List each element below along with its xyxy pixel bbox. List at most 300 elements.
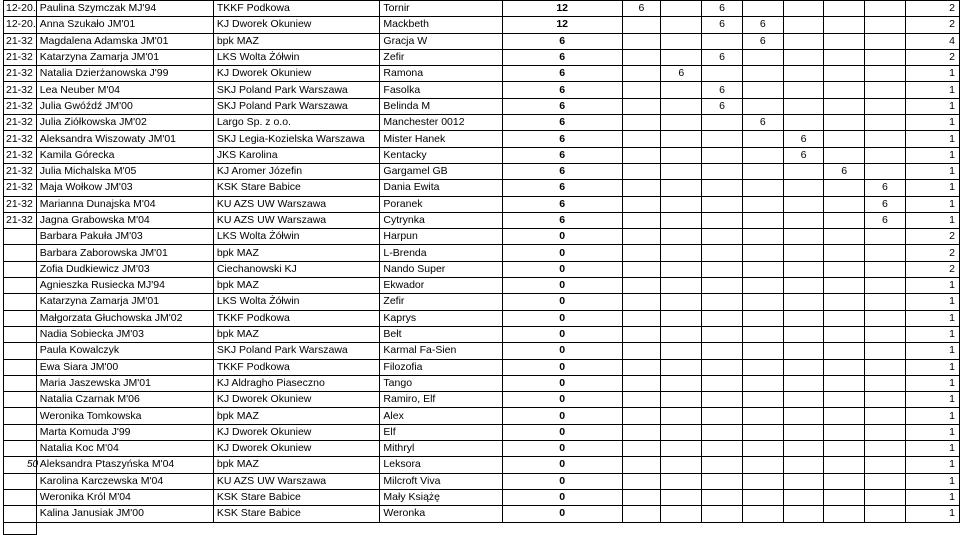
judge-1-cell (622, 261, 661, 277)
judge-4-cell (742, 310, 783, 326)
judge-7-cell (865, 131, 906, 147)
judge-7-cell (865, 115, 906, 131)
score-cell: 0 (502, 359, 622, 375)
placing-cell: 21-32 (4, 180, 37, 196)
judge-2-cell (661, 163, 702, 179)
horse-cell: L-Brenda (380, 245, 502, 261)
judge-2-cell (661, 131, 702, 147)
judge-4-cell (742, 212, 783, 228)
table-row (4, 473, 960, 489)
club-cell: LKS Wolta Żółwin (213, 294, 380, 310)
judge-1-cell: 6 (622, 1, 661, 17)
judge-6-cell (824, 375, 865, 391)
rider-name-cell: Nadia Sobiecka JM'03 (36, 326, 213, 342)
judge-4-cell (742, 473, 783, 489)
placing-cell (4, 261, 37, 277)
footer-cell (783, 522, 824, 534)
judge-3-cell (702, 163, 743, 179)
rider-name-cell: Anna Szukało JM'01 (36, 17, 213, 33)
judge-1-cell (622, 17, 661, 33)
judge-5-cell (783, 457, 824, 473)
placing-cell: 12-20. (4, 17, 37, 33)
club-cell: SKJ Poland Park Warszawa (213, 98, 380, 114)
score-cell: 0 (502, 245, 622, 261)
judge-1-cell (622, 359, 661, 375)
judge-6-cell (824, 49, 865, 65)
horse-cell: Bełt (380, 326, 502, 342)
judge-4-cell: 6 (742, 33, 783, 49)
footer-row (4, 522, 960, 534)
club-cell: KSK Stare Babice (213, 180, 380, 196)
club-cell: SKJ Poland Park Warszawa (213, 343, 380, 359)
club-cell: bpk MAZ (213, 408, 380, 424)
horse-cell: Filozofia (380, 359, 502, 375)
score-cell: 0 (502, 326, 622, 342)
club-cell: KJ Dworek Okuniew (213, 441, 380, 457)
judge-4-cell (742, 359, 783, 375)
judge-7-cell (865, 359, 906, 375)
judge-6-cell (824, 131, 865, 147)
judge-6-cell (824, 82, 865, 98)
placing-cell: 21-32 (4, 98, 37, 114)
score-cell: 0 (502, 441, 622, 457)
judge-5-cell (783, 489, 824, 505)
club-cell: KSK Stare Babice (213, 489, 380, 505)
judge-3-cell (702, 131, 743, 147)
horse-cell: Ekwador (380, 278, 502, 294)
placing-cell (4, 359, 37, 375)
judge-5-cell (783, 245, 824, 261)
placing-cell: 21-32 (4, 49, 37, 65)
score-cell: 0 (502, 375, 622, 391)
rider-name-cell: Karolina Karczewska M'04 (36, 473, 213, 489)
judge-1-cell (622, 506, 661, 522)
judge-1-cell (622, 82, 661, 98)
judge-6-cell (824, 115, 865, 131)
horse-cell: Mały Książę (380, 489, 502, 505)
judge-3-cell (702, 408, 743, 424)
table-row (4, 212, 960, 228)
horse-cell: Poranek (380, 196, 502, 212)
judge-5-cell (783, 49, 824, 65)
rider-name-cell: Paula Kowalczyk (36, 343, 213, 359)
judge-6-cell (824, 457, 865, 473)
total-cell: 1 (905, 343, 959, 359)
judge-3-cell (702, 375, 743, 391)
judge-1-cell (622, 375, 661, 391)
judge-6-cell (824, 245, 865, 261)
rider-name-cell: Julia Gwóźdź JM'00 (36, 98, 213, 114)
total-cell: 1 (905, 98, 959, 114)
judge-5-cell (783, 82, 824, 98)
judge-6-cell (824, 441, 865, 457)
judge-7-cell (865, 457, 906, 473)
rider-name-cell: Barbara Zaborowska JM'01 (36, 245, 213, 261)
judge-7-cell: 6 (865, 212, 906, 228)
rider-name-cell: Paulina Szymczak MJ'94 (36, 1, 213, 17)
rider-name-cell: Barbara Pakuła JM'03 (36, 229, 213, 245)
judge-5-cell (783, 261, 824, 277)
judge-2-cell (661, 278, 702, 294)
judge-6-cell (824, 1, 865, 17)
judge-4-cell (742, 1, 783, 17)
total-cell: 1 (905, 131, 959, 147)
judge-1-cell (622, 229, 661, 245)
judge-3-cell (702, 326, 743, 342)
placing-cell: 21-32 (4, 212, 37, 228)
judge-4-cell (742, 489, 783, 505)
rider-name-cell: Marta Komuda J'99 (36, 424, 213, 440)
rider-name-cell: Kamila Górecka (36, 147, 213, 163)
footer-cell (661, 522, 702, 534)
judge-1-cell (622, 424, 661, 440)
placing-cell: 21-32 (4, 131, 37, 147)
club-cell: bpk MAZ (213, 245, 380, 261)
score-cell: 6 (502, 147, 622, 163)
total-cell: 1 (905, 473, 959, 489)
judge-3-cell (702, 473, 743, 489)
judge-3-cell: 6 (702, 1, 743, 17)
judge-4-cell (742, 66, 783, 82)
table-row (4, 1, 960, 17)
table-row (4, 196, 960, 212)
score-cell: 6 (502, 66, 622, 82)
judge-2-cell (661, 457, 702, 473)
horse-cell: Tornir (380, 1, 502, 17)
rider-name-cell: Natalia Czarnak M'06 (36, 392, 213, 408)
judge-1-cell (622, 278, 661, 294)
judge-1-cell (622, 245, 661, 261)
judge-5-cell (783, 1, 824, 17)
judge-2-cell (661, 196, 702, 212)
footer-cell (622, 522, 661, 534)
score-cell: 0 (502, 229, 622, 245)
judge-7-cell (865, 229, 906, 245)
club-cell: KJ Dworek Okuniew (213, 66, 380, 82)
table-row (4, 278, 960, 294)
judge-1-cell (622, 343, 661, 359)
table-row (4, 17, 960, 33)
judge-3-cell (702, 66, 743, 82)
judge-7-cell (865, 489, 906, 505)
score-cell: 0 (502, 294, 622, 310)
club-cell: JKS Karolina (213, 147, 380, 163)
judge-1-cell (622, 489, 661, 505)
total-cell: 1 (905, 163, 959, 179)
score-cell: 6 (502, 82, 622, 98)
judge-3-cell (702, 343, 743, 359)
horse-cell: Harpun (380, 229, 502, 245)
placing-cell (4, 424, 37, 440)
judge-4-cell (742, 147, 783, 163)
judge-3-cell (702, 424, 743, 440)
results-rows (4, 1, 960, 535)
judge-5-cell (783, 392, 824, 408)
judge-4-cell (742, 506, 783, 522)
judge-2-cell (661, 326, 702, 342)
judge-3-cell (702, 441, 743, 457)
club-cell: KU AZS UW Warszawa (213, 196, 380, 212)
total-cell: 4 (905, 33, 959, 49)
rider-name-cell: Aleksandra Wiszowaty JM'01 (36, 131, 213, 147)
judge-7-cell (865, 473, 906, 489)
score-cell: 12 (502, 1, 622, 17)
judge-6-cell (824, 408, 865, 424)
club-cell: KJ Dworek Okuniew (213, 17, 380, 33)
judge-7-cell (865, 310, 906, 326)
judge-4-cell (742, 229, 783, 245)
judge-7-cell (865, 17, 906, 33)
judge-2-cell (661, 33, 702, 49)
judge-1-cell (622, 131, 661, 147)
table-row (4, 326, 960, 342)
table-row (4, 310, 960, 326)
judge-4-cell (742, 131, 783, 147)
judge-1-cell (622, 392, 661, 408)
judge-5-cell (783, 196, 824, 212)
judge-1-cell (622, 310, 661, 326)
club-cell: bpk MAZ (213, 33, 380, 49)
footer-cell (865, 522, 906, 534)
horse-cell: Tango (380, 375, 502, 391)
footer-cell (502, 522, 622, 534)
horse-cell: Alex (380, 408, 502, 424)
judge-6-cell (824, 261, 865, 277)
placing-cell (4, 392, 37, 408)
judge-5-cell (783, 229, 824, 245)
judge-6-cell (824, 278, 865, 294)
rider-name-cell: Marianna Dunajska M'04 (36, 196, 213, 212)
total-cell: 1 (905, 441, 959, 457)
club-cell: KJ Dworek Okuniew (213, 424, 380, 440)
judge-5-cell (783, 163, 824, 179)
judge-1-cell (622, 115, 661, 131)
placing-cell: 21-32 (4, 82, 37, 98)
judge-5-cell (783, 115, 824, 131)
horse-cell: Gargamel GB (380, 163, 502, 179)
rider-name-cell: Julia Ziółkowska JM'02 (36, 115, 213, 131)
club-cell: LKS Wolta Żółwin (213, 229, 380, 245)
judge-7-cell (865, 408, 906, 424)
footer-cell (742, 522, 783, 534)
judge-7-cell (865, 392, 906, 408)
placing-cell (4, 278, 37, 294)
judge-5-cell (783, 441, 824, 457)
rider-name-cell: Natalia Dzierżanowska J'99 (36, 66, 213, 82)
score-cell: 6 (502, 98, 622, 114)
judge-7-cell (865, 343, 906, 359)
placing-cell (4, 473, 37, 489)
judge-3-cell (702, 359, 743, 375)
judge-4-cell (742, 441, 783, 457)
judge-5-cell (783, 408, 824, 424)
club-cell: Largo Sp. z o.o. (213, 115, 380, 131)
score-cell: 0 (502, 261, 622, 277)
judge-1-cell (622, 473, 661, 489)
horse-cell: Kaprys (380, 310, 502, 326)
placing-cell (4, 408, 37, 424)
table-row (4, 424, 960, 440)
judge-7-cell (865, 326, 906, 342)
judge-5-cell (783, 343, 824, 359)
judge-4-cell (742, 49, 783, 65)
footer-cell (213, 522, 380, 534)
footer-cell (380, 522, 502, 534)
score-cell: 6 (502, 131, 622, 147)
judge-6-cell (824, 473, 865, 489)
horse-cell: Gracja W (380, 33, 502, 49)
score-cell: 0 (502, 310, 622, 326)
judge-6-cell (824, 196, 865, 212)
footer-cell (905, 522, 959, 534)
rider-name-cell: Weronika Tomkowska (36, 408, 213, 424)
score-cell: 6 (502, 33, 622, 49)
rider-name-cell: Agnieszka Rusiecka MJ'94 (36, 278, 213, 294)
table-row (4, 98, 960, 114)
judge-2-cell (661, 506, 702, 522)
total-cell: 1 (905, 196, 959, 212)
rider-name-cell: Weronika Król M'04 (36, 489, 213, 505)
judge-1-cell (622, 408, 661, 424)
rider-name-cell: Kalina Janusiak JM'00 (36, 506, 213, 522)
judge-1-cell (622, 326, 661, 342)
score-cell: 0 (502, 489, 622, 505)
score-cell: 6 (502, 115, 622, 131)
rider-name-cell: Katarzyna Zamarja JM'01 (36, 294, 213, 310)
judge-5-cell (783, 212, 824, 228)
placing-cell: 21-32 (4, 66, 37, 82)
judge-2-cell (661, 441, 702, 457)
judge-4-cell (742, 294, 783, 310)
judge-5-cell (783, 17, 824, 33)
horse-cell: Dania Ewita (380, 180, 502, 196)
judge-2-cell (661, 392, 702, 408)
score-cell: 0 (502, 457, 622, 473)
judge-3-cell: 6 (702, 82, 743, 98)
table-row (4, 131, 960, 147)
score-cell: 0 (502, 408, 622, 424)
judge-4-cell (742, 98, 783, 114)
judge-1-cell (622, 33, 661, 49)
judge-6-cell (824, 392, 865, 408)
total-cell: 2 (905, 261, 959, 277)
club-cell: KSK Stare Babice (213, 506, 380, 522)
judge-3-cell (702, 115, 743, 131)
table-row (4, 245, 960, 261)
club-cell: KJ Aromer Józefin (213, 163, 380, 179)
rider-name-cell: Julia Michalska M'05 (36, 163, 213, 179)
table-row (4, 261, 960, 277)
total-cell: 1 (905, 115, 959, 131)
club-cell: bpk MAZ (213, 278, 380, 294)
rider-name-cell: Magdalena Adamska JM'01 (36, 33, 213, 49)
horse-cell: Weronka (380, 506, 502, 522)
judge-3-cell (702, 278, 743, 294)
table-row (4, 115, 960, 131)
score-cell: 6 (502, 196, 622, 212)
placing-cell (4, 506, 37, 522)
horse-cell: Zefir (380, 294, 502, 310)
horse-cell: Mister Hanek (380, 131, 502, 147)
judge-7-cell (865, 66, 906, 82)
judge-6-cell (824, 17, 865, 33)
judge-2-cell (661, 180, 702, 196)
judge-4-cell: 6 (742, 17, 783, 33)
table-row (4, 343, 960, 359)
table-row (4, 229, 960, 245)
judge-5-cell (783, 294, 824, 310)
judge-4-cell (742, 196, 783, 212)
judge-2-cell (661, 343, 702, 359)
judge-7-cell (865, 1, 906, 17)
club-cell: LKS Wolta Żółwin (213, 49, 380, 65)
judge-3-cell (702, 245, 743, 261)
total-cell: 1 (905, 392, 959, 408)
placing-cell (4, 245, 37, 261)
rider-name-cell: Lea Neuber M'04 (36, 82, 213, 98)
total-cell: 2 (905, 229, 959, 245)
table-row (4, 294, 960, 310)
judge-4-cell (742, 326, 783, 342)
total-cell: 1 (905, 506, 959, 522)
judge-5-cell (783, 310, 824, 326)
total-cell: 1 (905, 326, 959, 342)
score-cell: 6 (502, 163, 622, 179)
judge-1-cell (622, 294, 661, 310)
judge-6-cell (824, 33, 865, 49)
judge-5-cell (783, 278, 824, 294)
judge-5-cell (783, 33, 824, 49)
judge-4-cell (742, 408, 783, 424)
judge-6-cell: 6 (824, 163, 865, 179)
judge-7-cell (865, 441, 906, 457)
rider-name-cell: Natalia Koc M'04 (36, 441, 213, 457)
judge-3-cell: 6 (702, 17, 743, 33)
results-table (3, 0, 960, 535)
judge-4-cell: 6 (742, 115, 783, 131)
horse-cell: Ramona (380, 66, 502, 82)
judge-6-cell (824, 98, 865, 114)
judge-6-cell (824, 212, 865, 228)
horse-cell: Manchester 0012 (380, 115, 502, 131)
judge-6-cell (824, 359, 865, 375)
table-row (4, 359, 960, 375)
judge-6-cell (824, 294, 865, 310)
judge-3-cell (702, 506, 743, 522)
horse-cell: Karmal Fa-Sien (380, 343, 502, 359)
placing-cell (4, 441, 37, 457)
judge-7-cell (865, 82, 906, 98)
judge-4-cell (742, 392, 783, 408)
club-cell: KU AZS UW Warszawa (213, 212, 380, 228)
judge-6-cell (824, 310, 865, 326)
judge-2-cell (661, 473, 702, 489)
placing-cell: 12-20. (4, 1, 37, 17)
table-row (4, 441, 960, 457)
horse-cell: Elf (380, 424, 502, 440)
table-row (4, 180, 960, 196)
score-cell: 6 (502, 49, 622, 65)
club-cell: SKJ Legia-Kozielska Warszawa (213, 131, 380, 147)
placing-cell: 21-32 (4, 147, 37, 163)
club-cell: TKKF Podkowa (213, 310, 380, 326)
judge-3-cell (702, 212, 743, 228)
judge-3-cell (702, 33, 743, 49)
score-cell: 12 (502, 17, 622, 33)
total-cell: 2 (905, 17, 959, 33)
judge-3-cell (702, 294, 743, 310)
placing-cell (4, 343, 37, 359)
